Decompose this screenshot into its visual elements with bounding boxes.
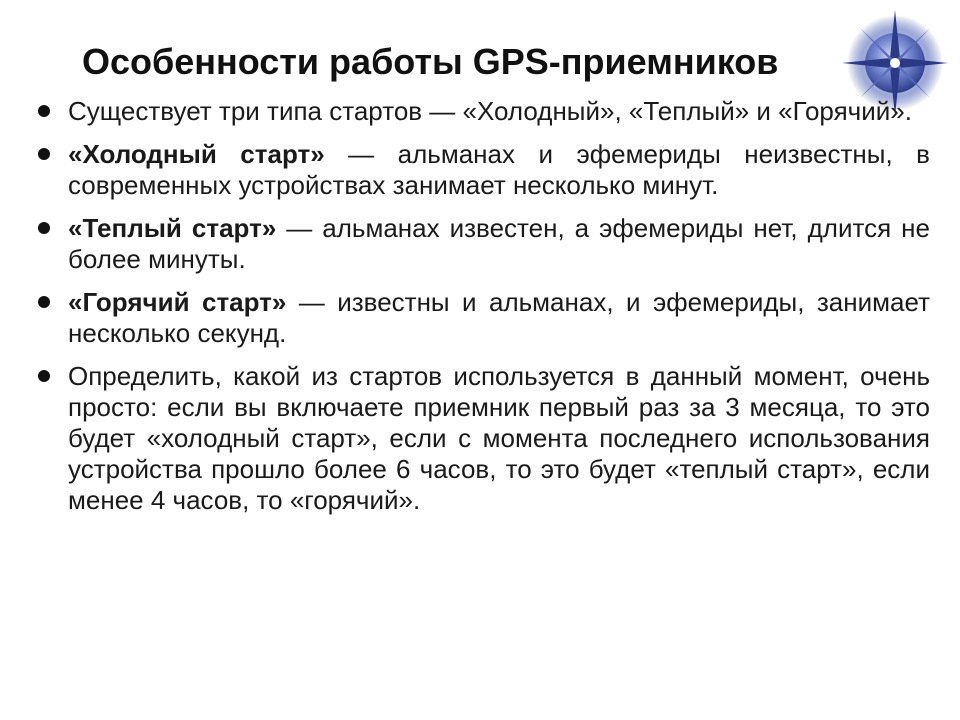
bullet-text: Определить, какой из стартов используется в данный момент, очень просто: если вы включаете приемник первый раз за 3 месяца, то это будет «холодный старт», если с момента последнего использования устройства прошло более 6 часов, то это будет «теплый старт», если менее 4 часов, то «горячий». <box>68 361 930 515</box>
bullet-item <box>36 213 930 275</box>
bullet-text: — альманах известен, а эфемериды нет, длится не более минуты. <box>68 213 930 274</box>
bullet-list <box>36 96 930 528</box>
bullet-text: Существует три типа стартов — «Холодный», «Теплый» и «Горячий». <box>68 96 912 126</box>
bullet-dot-icon <box>38 296 50 308</box>
bullet-item <box>36 287 930 349</box>
bullet-text: — известны и альманах, и эфемериды, занимает несколько секунд. <box>68 287 930 348</box>
bullet-item <box>36 361 930 516</box>
bullet-dot-icon <box>38 222 50 234</box>
bullet-dot-icon <box>38 105 50 117</box>
bullet-bold-term: «Холодный старт» <box>68 139 325 169</box>
bullet-text: — альманах и эфемериды неизвестны, в современных устройствах занимает несколько минут. <box>68 139 930 200</box>
bullet-bold-term: «Теплый старт» <box>68 213 277 243</box>
bullet-dot-icon <box>38 370 50 382</box>
bullet-bold-term: «Горячий старт» <box>68 287 287 317</box>
bullet-dot-icon <box>38 148 50 160</box>
slide-title: Особенности работы GPS-приемников <box>82 41 779 82</box>
bullet-item <box>36 96 930 127</box>
bullet-item <box>36 139 930 201</box>
